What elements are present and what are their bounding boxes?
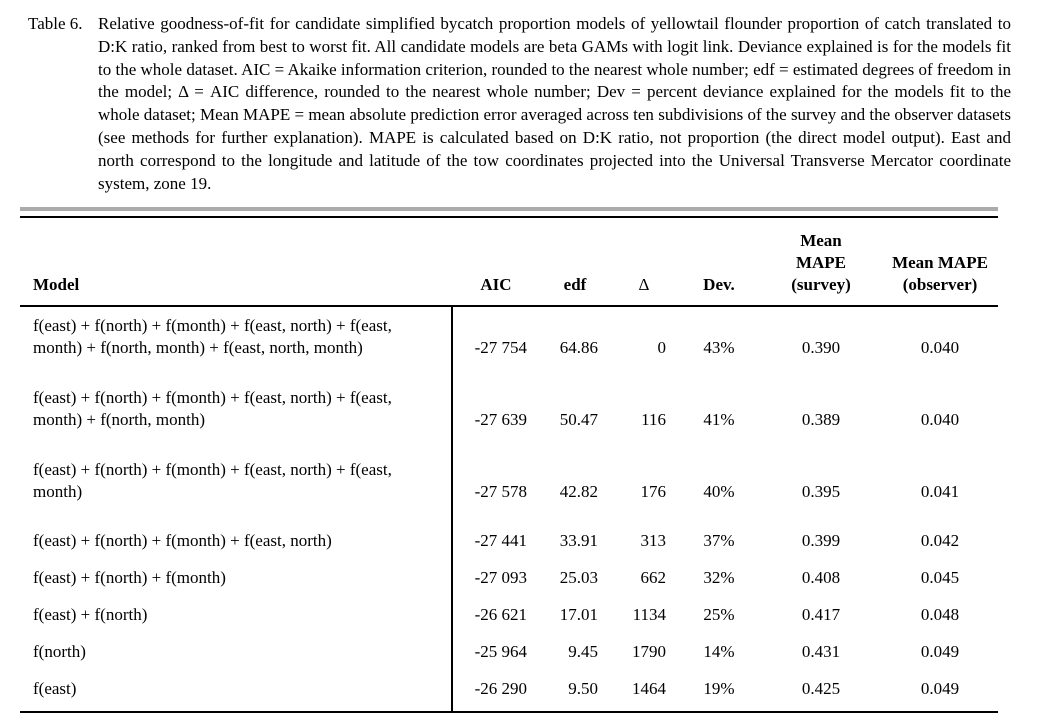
mape-survey-cell: 0.431 [801, 642, 841, 662]
header-mean-mape-survey-line2: MAPE [795, 253, 847, 273]
mape-observer-cell: 0.049 [882, 671, 998, 712]
delta-cell: 1134 [632, 605, 666, 625]
header-mean-mape-observer-line1: Mean MAPE [892, 253, 988, 273]
edf-cell: 50.47 [559, 410, 598, 430]
aic-cell: -27 441 [474, 531, 527, 551]
dev-cell: 25% [703, 605, 735, 625]
edf-cell: 64.86 [559, 338, 598, 358]
dev-cell: 37% [703, 531, 735, 551]
model-cell: f(east) [20, 671, 452, 712]
header-mean-mape-survey [760, 218, 882, 306]
dev-cell: 40% [703, 482, 735, 502]
header-dev: Dev. [678, 218, 760, 306]
mape-observer-cell: 0.049 [920, 642, 960, 662]
dev-cell: 32% [703, 568, 735, 588]
mape-survey-cell: 0.389 [801, 410, 841, 430]
model-cell: f(east) + f(north) + f(month) + f(east, north) + f(east, month) + f(north, month) [20, 379, 452, 451]
table-row [20, 560, 998, 597]
delta-cell: 1464 [610, 671, 678, 712]
delta-cell: 1790 [632, 642, 666, 662]
table-row [20, 597, 998, 634]
table-header-row [20, 218, 998, 306]
mape-observer-cell: 0.041 [920, 482, 960, 502]
mape-observer-cell: 0.045 [920, 568, 960, 588]
mape-survey-cell: 0.390 [801, 338, 841, 358]
header-mean-mape-observer [882, 218, 998, 306]
aic-cell: -26 290 [452, 671, 540, 712]
edf-cell: 9.45 [568, 642, 598, 662]
edf-cell: 25.03 [559, 568, 598, 588]
model-cell: f(north) [20, 634, 452, 671]
dev-cell: 43% [703, 338, 735, 358]
results-table [20, 218, 998, 713]
aic-cell: -25 964 [474, 642, 527, 662]
dev-cell: 19% [678, 671, 760, 712]
model-cell: f(east) + f(north) [20, 597, 452, 634]
mape-observer-cell: 0.040 [920, 410, 960, 430]
aic-cell: -27 093 [474, 568, 527, 588]
mape-survey-cell: 0.395 [801, 482, 841, 502]
header-mean-mape-observer-line2: (observer) [902, 275, 978, 295]
table-row [20, 671, 998, 712]
header-delta: Δ [610, 218, 678, 306]
aic-cell: -27 639 [474, 410, 527, 430]
edf-cell: 33.91 [559, 531, 598, 551]
header-mean-mape-survey-line1: Mean [800, 231, 842, 251]
top-rule-gray [20, 207, 998, 211]
model-cell: f(east) + f(north) + f(month) + f(east, north) + f(east, month) + f(north, month) + f(east, north, month) [20, 306, 452, 379]
table-row [20, 379, 998, 451]
header-edf: edf [540, 218, 610, 306]
table-number-label: Table 6. [28, 14, 83, 33]
edf-cell: 42.82 [559, 482, 598, 502]
delta-cell: 0 [657, 338, 666, 358]
mape-observer-cell: 0.042 [920, 531, 960, 551]
table-row [20, 451, 998, 523]
table-row [20, 523, 998, 560]
edf-cell: 17.01 [559, 605, 598, 625]
table-area [20, 207, 998, 713]
mape-survey-cell: 0.408 [801, 568, 841, 588]
model-cell: f(east) + f(north) + f(month) + f(east, north) [20, 523, 452, 560]
delta-cell: 662 [640, 568, 666, 588]
table-caption-text: Relative goodness-of-fit for candidate simplified bycatch proportion models of yellowtail flounder proportion of catch translated to D:K ratio, ranked from best to worst fit. All candidate models are beta GAMs with logit link. Deviance explained is for the models fit to the whole dataset. AIC = Akaike information criterion, rounded to the nearest whole number; edf = estimated degrees of freedom in the model; Δ = AIC difference, rounded to the nearest whole number; Dev = percent deviance explained for the models fit to the whole dataset; Mean MAPE = mean absolute prediction error averaged across ten subdivisions of the survey and the observer datasets (see methods for further explanation). MAPE is calculated based on D:K ratio, not proportion (the direct model output). East and north correspond to the longitude and latitude of the tow coordinates projected into the Universal Transverse Mercator coordinate system, zone 19. [98, 14, 1011, 193]
mape-observer-cell: 0.040 [920, 338, 960, 358]
dev-cell: 41% [703, 410, 735, 430]
table-caption [0, 0, 1039, 195]
aic-cell: -27 578 [474, 482, 527, 502]
delta-cell: 116 [641, 410, 666, 430]
model-cell: f(east) + f(north) + f(month) + f(east, north) + f(east, month) [20, 451, 452, 523]
header-mean-mape-survey-line3: (survey) [791, 275, 851, 295]
table-row [20, 306, 998, 379]
mape-survey-cell: 0.417 [801, 605, 841, 625]
table-row [20, 634, 998, 671]
mape-survey-cell: 0.399 [801, 531, 841, 551]
header-model: Model [20, 218, 452, 306]
aic-cell: -26 621 [474, 605, 527, 625]
mape-observer-cell: 0.048 [920, 605, 960, 625]
aic-cell: -27 754 [474, 338, 527, 358]
edf-cell: 9.50 [540, 671, 610, 712]
delta-cell: 176 [640, 482, 666, 502]
delta-cell: 313 [640, 531, 666, 551]
dev-cell: 14% [703, 642, 735, 662]
model-cell: f(east) + f(north) + f(month) [20, 560, 452, 597]
header-aic: AIC [452, 218, 540, 306]
mape-survey-cell: 0.425 [760, 671, 882, 712]
